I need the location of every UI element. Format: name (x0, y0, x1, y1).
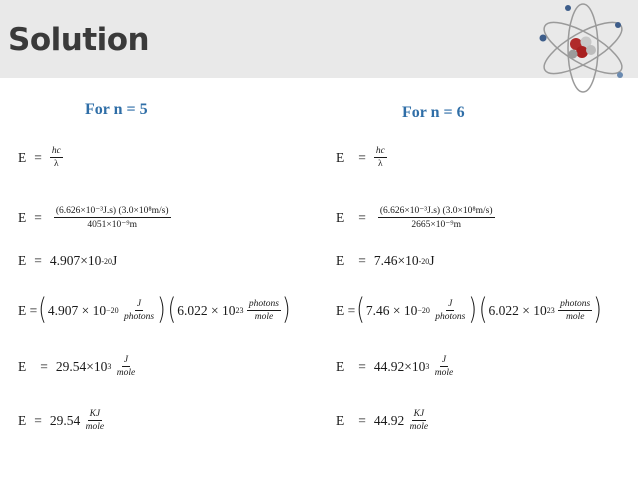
left-line-5 (18, 355, 137, 378)
right-heading: For n = 6 (402, 104, 465, 121)
right-line-1 (336, 146, 387, 169)
close-paren: ) (157, 292, 166, 327)
fraction (50, 146, 63, 169)
numerator: (6.626×10⁻³J.s) (3.0×10⁸m/s) (379, 206, 493, 216)
lhs: E (18, 149, 27, 165)
open-paren: ( (167, 292, 177, 327)
equals: = (40, 358, 48, 374)
exponent: -20 (101, 256, 113, 266)
open-paren: ( (356, 292, 365, 327)
denominator: mole (409, 422, 429, 432)
equals: = (358, 253, 366, 268)
denominator: 4051×10⁻⁹m (87, 220, 137, 230)
numerator: hc (375, 146, 385, 156)
exponent: −20 (417, 306, 430, 315)
exponent: −20 (106, 306, 119, 315)
close-paren: ) (593, 292, 602, 327)
term-b: 6.022 × 10 (177, 302, 236, 318)
denominator: photons (435, 312, 466, 322)
value: 29.54×10 (55, 358, 108, 374)
numerator: photons (560, 299, 591, 309)
open-paren: ( (38, 292, 47, 327)
lhs: E (18, 358, 27, 374)
left-heading: For n = 5 (85, 101, 148, 118)
unit: J (112, 253, 118, 268)
fraction (433, 355, 455, 378)
right-line-2 (336, 205, 495, 230)
open-paren: ( (478, 292, 488, 327)
lhs: E (18, 253, 27, 268)
unit: J (429, 253, 435, 268)
equals: = (358, 209, 366, 225)
lhs: E (18, 412, 27, 428)
equals: = (34, 412, 42, 428)
right-line-3 (336, 253, 435, 269)
equals: = (358, 149, 366, 165)
term-b: 6.022 × 10 (488, 302, 547, 318)
fraction (84, 409, 106, 432)
term-a: 4.907 × 10 (47, 302, 107, 318)
fraction (115, 355, 137, 378)
value: 4.907×10 (49, 253, 102, 268)
atom-icon (528, 0, 638, 100)
numerator: photons (248, 299, 279, 309)
denominator: mole (85, 422, 105, 432)
lhs: E (336, 149, 345, 165)
exponent: 3 (107, 362, 112, 371)
lhs: E = (18, 302, 38, 318)
exponent: 23 (546, 306, 555, 315)
equals: = (34, 253, 42, 268)
equals: = (34, 149, 42, 165)
left-line-3 (18, 253, 117, 269)
fraction (408, 409, 430, 432)
value: 44.92×10 (373, 358, 426, 374)
equals: = (358, 412, 366, 428)
close-paren: ) (468, 292, 477, 327)
numerator: hc (51, 146, 61, 156)
fraction (54, 205, 171, 230)
exponent: -20 (418, 256, 430, 266)
numerator: (6.626×10⁻³J.s) (3.0×10⁸m/s) (55, 206, 169, 216)
left-line-4 (18, 292, 292, 327)
slide-title: Solution (8, 22, 150, 58)
lhs: E = (336, 302, 356, 318)
fraction (378, 205, 495, 230)
denominator: mole (116, 368, 136, 378)
fraction (558, 299, 592, 322)
fraction (374, 146, 387, 169)
value: 44.92 (373, 412, 405, 428)
fraction (247, 299, 281, 322)
left-line-6 (18, 409, 106, 432)
fraction (122, 299, 156, 322)
denominator: 2665×10⁻⁹m (411, 220, 461, 230)
numerator: J (441, 355, 447, 365)
right-line-5 (336, 355, 455, 378)
term-a: 7.46 × 10 (365, 302, 418, 318)
value: 7.46×10 (373, 253, 419, 268)
equals: = (34, 209, 42, 225)
lhs: E (336, 412, 345, 428)
denominator: mole (254, 312, 274, 322)
fraction (433, 299, 467, 322)
equals: = (358, 358, 366, 374)
numerator: J (448, 299, 453, 309)
lhs: E (336, 358, 345, 374)
lhs: E (18, 209, 27, 225)
right-line-6 (336, 409, 430, 432)
numerator: J (136, 299, 142, 309)
numerator: KJ (413, 409, 425, 419)
denominator: photons (123, 312, 155, 322)
close-paren: ) (281, 292, 291, 327)
denominator: mole (434, 368, 454, 378)
numerator: KJ (89, 409, 101, 419)
right-line-4 (336, 292, 603, 327)
lhs: E (336, 253, 345, 268)
denominator: λ (378, 159, 383, 169)
denominator: mole (565, 312, 585, 322)
numerator: J (123, 355, 129, 365)
exponent: 23 (235, 306, 244, 315)
denominator: λ (54, 159, 59, 169)
left-line-2 (18, 205, 171, 230)
lhs: E (336, 209, 345, 225)
left-line-1 (18, 146, 63, 169)
value: 29.54 (49, 412, 81, 428)
exponent: 3 (425, 362, 430, 371)
